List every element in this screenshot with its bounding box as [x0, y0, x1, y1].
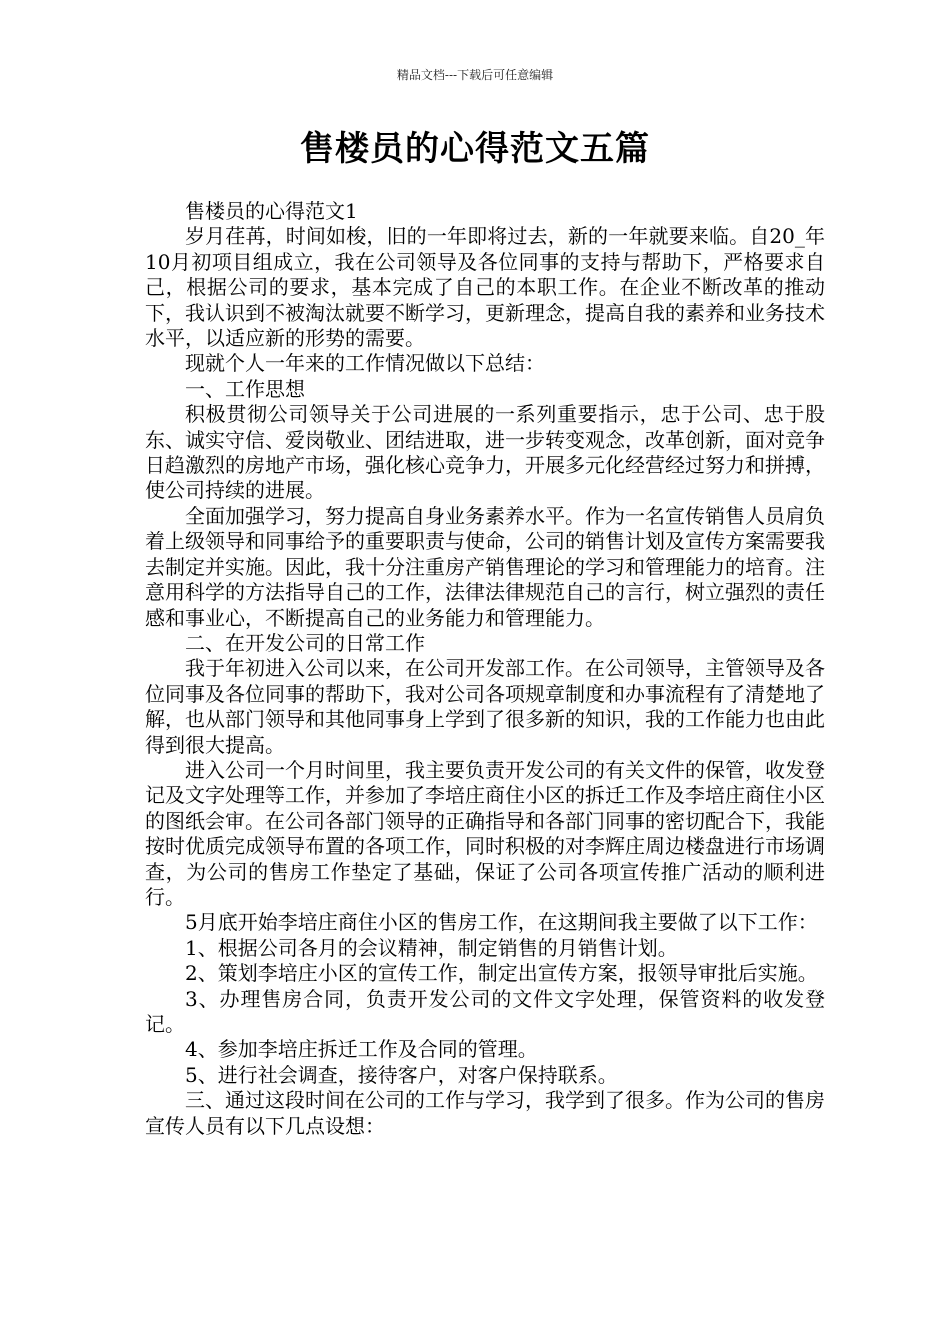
paragraph: 全面加强学习，努力提高自身业务素养水平。作为一名宣传销售人员肩负着上级领导和同事给予的重要职责与使命，公司的销售计划及宣传方案需要我去制定并实施。因此，我十分注重房产销售理论的学习和管理能力的培育。注意用科学的方法指导自己的工作，法律法律规范自己的言行，树立强烈的责任感和事业心，不断提高自己的业务能力和管理能力。 — [145, 503, 825, 630]
list-item: 2、策划李培庄小区的宣传工作，制定出宣传方案，报领导审批后实施。 — [185, 961, 818, 986]
list-item: 3、办理售房合同，负责开发公司的文件文字处理，保管资料的收发登记。 — [145, 986, 825, 1036]
paragraph: 三、通过这段时间在公司的工作与学习，我学到了很多。作为公司的售房宣传人员有以下几点设想： — [145, 1088, 825, 1138]
section-heading: 一、工作思想 — [185, 376, 305, 401]
document-title: 售楼员的心得范文五篇 — [300, 129, 650, 169]
document-body — [145, 199, 825, 1139]
paragraph-subtitle: 售楼员的心得范文1 — [185, 199, 358, 223]
section-heading: 二、在开发公司的日常工作 — [185, 630, 425, 655]
paragraph: 5月底开始李培庄商住小区的售房工作，在这期间我主要做了以下工作： — [185, 910, 818, 935]
header-note: 精品文档---下载后可任意编辑 — [396, 68, 554, 82]
list-item: 4、参加李培庄拆迁工作及合同的管理。 — [185, 1037, 538, 1062]
paragraph: 现就个人一年来的工作情况做以下总结： — [185, 351, 545, 376]
paragraph: 进入公司一个月时间里，我主要负责开发公司的有关文件的保管，收发登记及文字处理等工作，并参加了李培庄商住小区的拆迁工作及李培庄商住小区的图纸会审。在公司各部门领导的正确指导和各部门同事的密切配合下，我能按时优质完成领导布置的各项工作，同时积极的对李辉庄周边楼盘进行市场调查，为公司的售房工作垫定了基础，保证了公司各项宣传推广活动的顺利进行。 — [145, 757, 825, 909]
list-item: 5、进行社会调查，接待客户，对客户保持联系。 — [185, 1062, 618, 1087]
list-item: 1、根据公司各月的会议精神，制定销售的月销售计划。 — [185, 935, 678, 960]
paragraph: 我于年初进入公司以来，在公司开发部工作。在公司领导，主管领导及各位同事及各位同事的帮助下，我对公司各项规章制度和办事流程有了清楚地了解，也从部门领导和其他同事身上学到了很多新的知识，我的工作能力也由此得到很大提高。 — [145, 656, 825, 757]
paragraph: 岁月荏苒，时间如梭，旧的一年即将过去，新的一年就要来临。自20_年10月初项目组成立，我在公司领导及各位同事的支持与帮助下，严格要求自己，根据公司的要求，基本完成了自己的本职工作。在企业不断改革的推动下，我认识到不被淘汰就要不断学习，更新理念，提高自我的素养和业务技术水平，以适应新的形势的需要。 — [145, 224, 825, 351]
paragraph: 积极贯彻公司领导关于公司进展的一系列重要指示，忠于公司、忠于股东、诚实守信、爱岗敬业、团结进取，进一步转变观念，改革创新，面对竞争日趋激烈的房地产市场，强化核心竞争力，开展多元化经营经过努力和拼搏，使公司持续的进展。 — [145, 402, 825, 503]
